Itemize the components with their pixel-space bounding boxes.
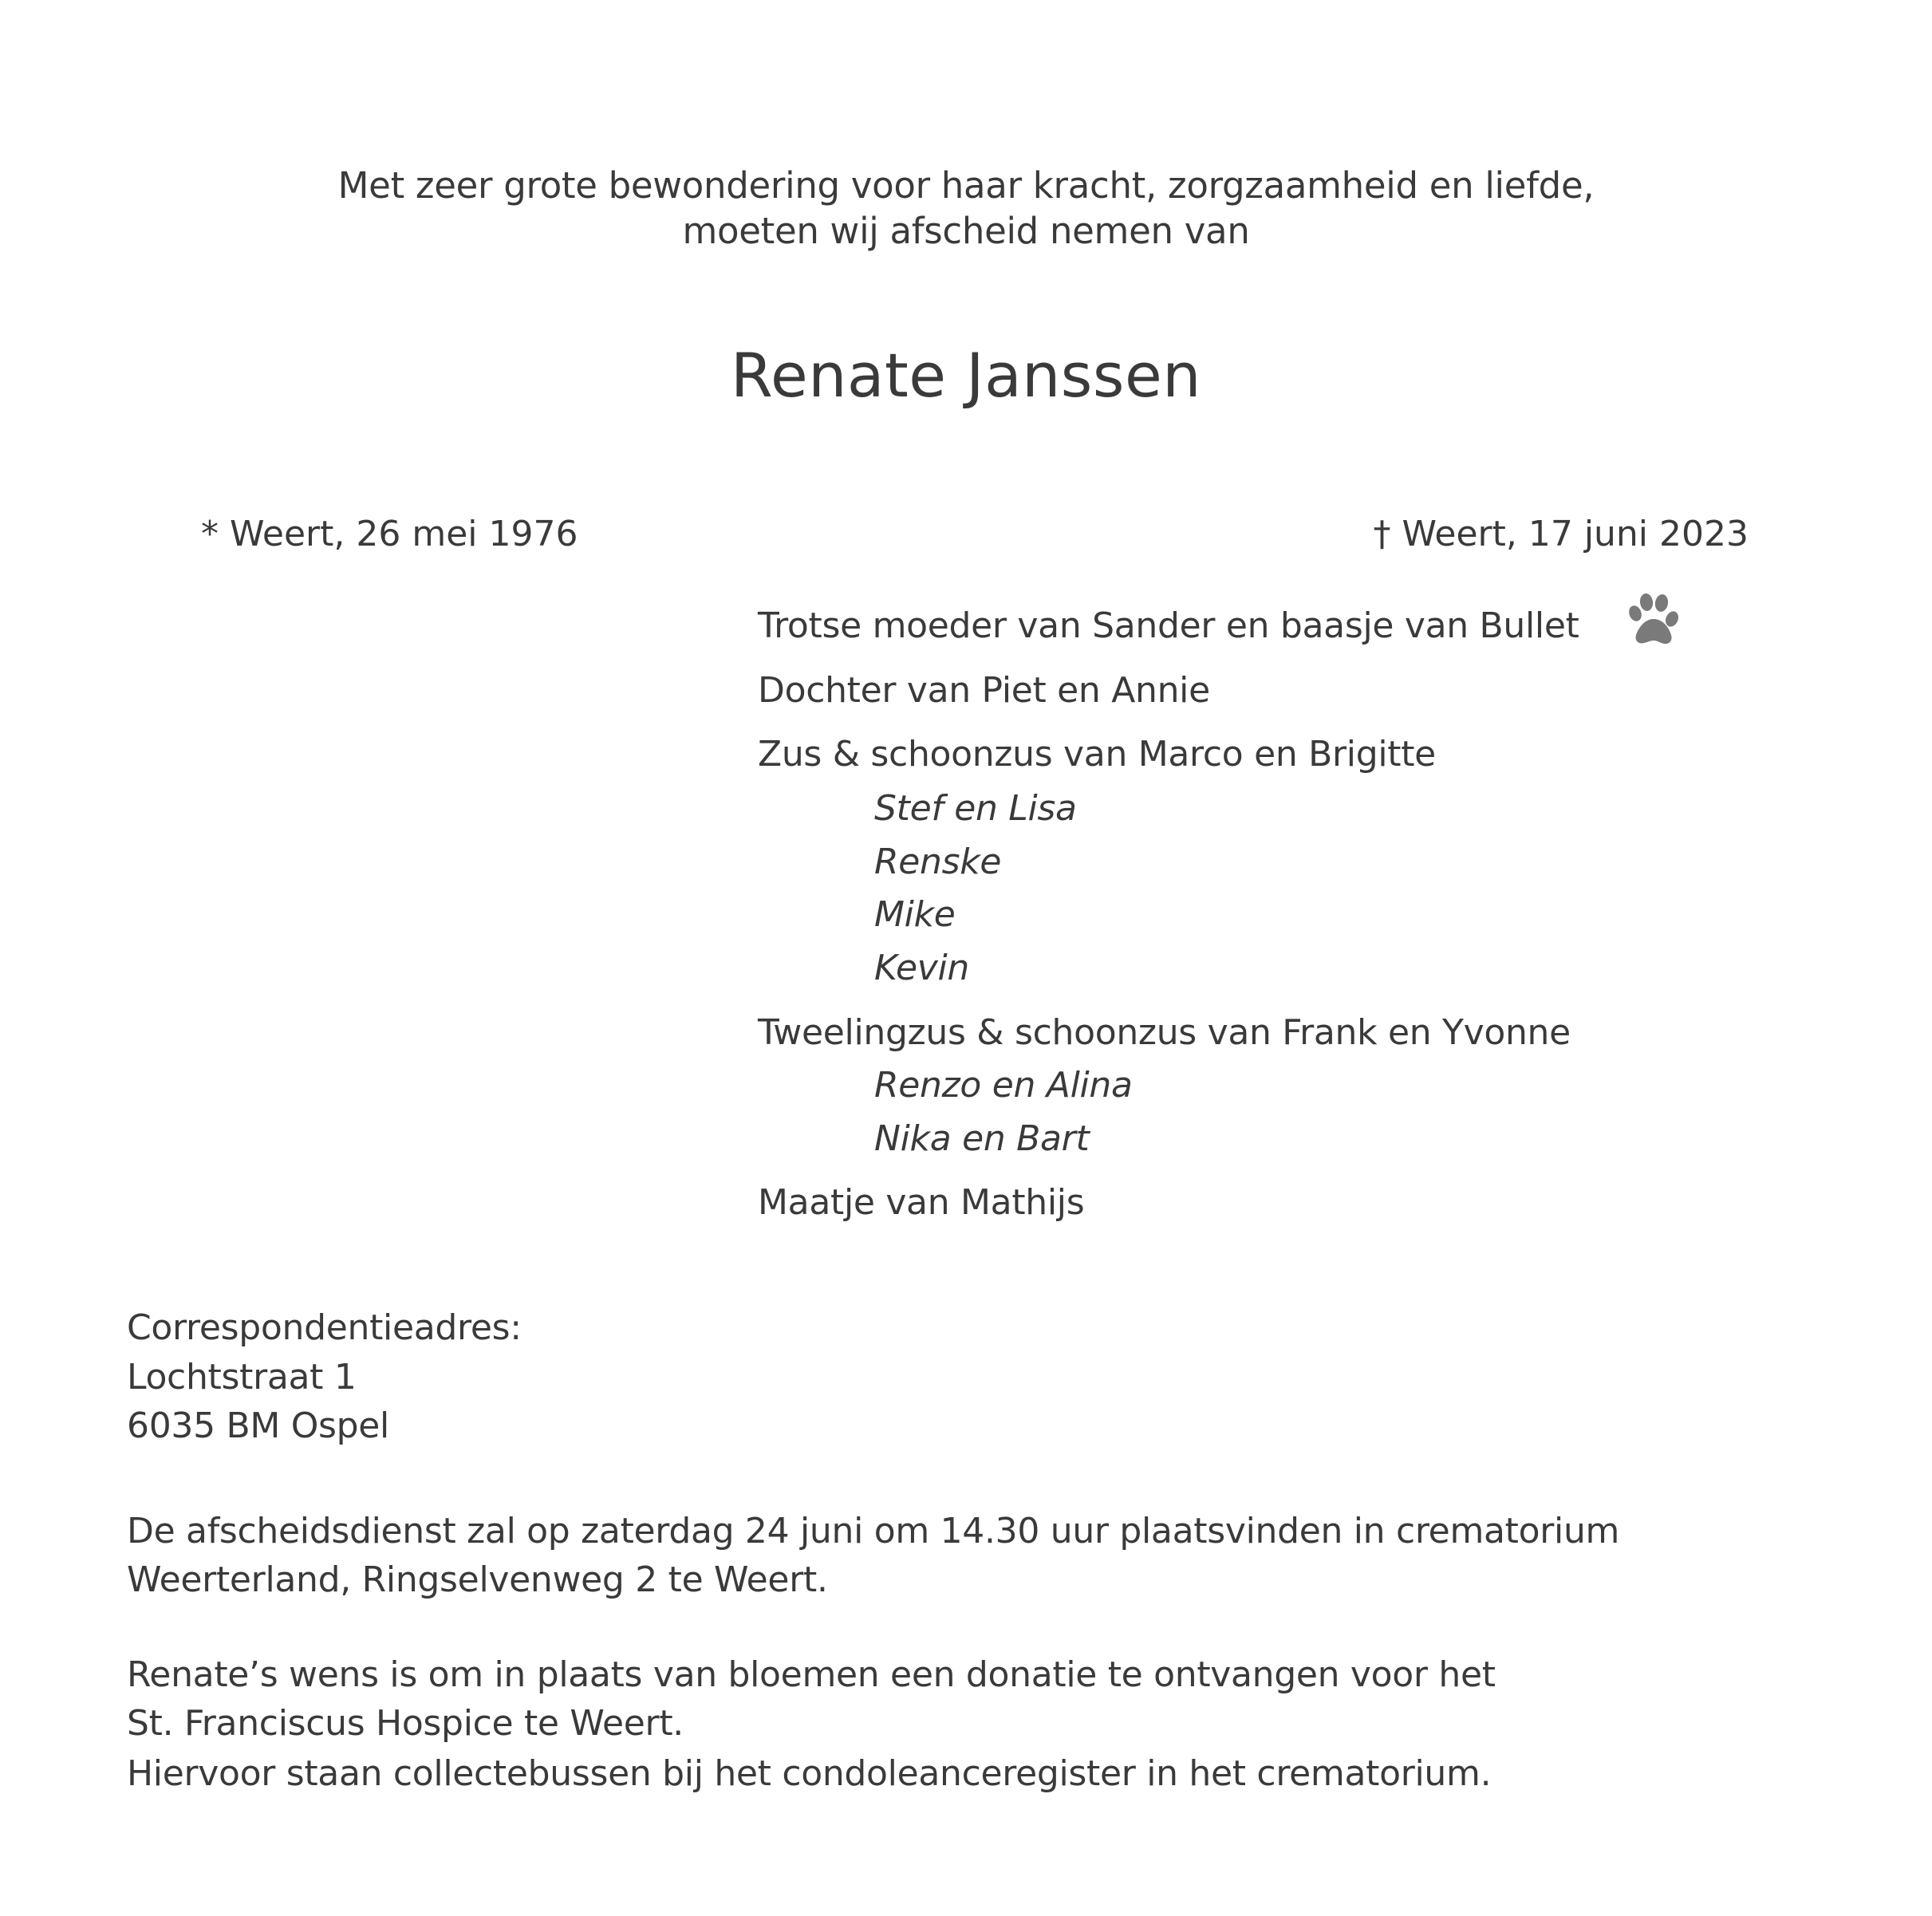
intro-line-1: Met zeer grote bewondering voor haar kracht, zorgzaamheid en liefde, bbox=[337, 164, 1595, 207]
sibling-child: Kevin bbox=[874, 948, 970, 988]
twin-sibling-child: Nika en Bart bbox=[874, 1118, 1090, 1159]
family-line-partner: Maatje van Mathijs bbox=[758, 1182, 1085, 1223]
service-line-2: Weerterland, Ringselvenweg 2 te Weert. bbox=[127, 1559, 828, 1600]
deceased-name: Renate Janssen bbox=[731, 340, 1201, 411]
sibling-child: Stef en Lisa bbox=[874, 788, 1077, 829]
correspondence-postal-city: 6035 BM Ospel bbox=[127, 1405, 389, 1446]
death-date: † Weert, 17 juni 2023 bbox=[1373, 514, 1749, 554]
birth-date: * Weert, 26 mei 1976 bbox=[201, 514, 578, 554]
donation-line-3: Hiervoor staan collectebussen bij het condoleanceregister in het crematorium. bbox=[127, 1753, 1492, 1794]
twin-sibling-child: Renzo en Alina bbox=[874, 1065, 1133, 1106]
correspondence-street: Lochtstraat 1 bbox=[127, 1357, 357, 1398]
family-line-sister: Zus & schoonzus van Marco en Brigitte bbox=[758, 734, 1436, 775]
correspondence-label: Correspondentieadres: bbox=[127, 1307, 522, 1348]
family-line-daughter: Dochter van Piet en Annie bbox=[758, 670, 1210, 711]
paw-print-icon bbox=[1627, 593, 1680, 647]
family-line-mother: Trotse moeder van Sander en baasje van Bullet bbox=[758, 605, 1579, 646]
intro-line-2: moeten wij afscheid nemen van bbox=[682, 210, 1250, 252]
donation-line-1: Renate’s wens is om in plaats van bloemen een donatie te ontvangen voor het bbox=[127, 1654, 1496, 1695]
sibling-child: Mike bbox=[874, 894, 956, 935]
family-line-twin-sister: Tweelingzus & schoonzus van Frank en Yvonne bbox=[758, 1012, 1571, 1053]
donation-line-2: St. Franciscus Hospice te Weert. bbox=[127, 1703, 684, 1744]
sibling-child: Renske bbox=[874, 842, 1002, 882]
service-line-1: De afscheidsdienst zal op zaterdag 24 juni om 14.30 uur plaatsvinden in crematorium bbox=[127, 1511, 1620, 1551]
